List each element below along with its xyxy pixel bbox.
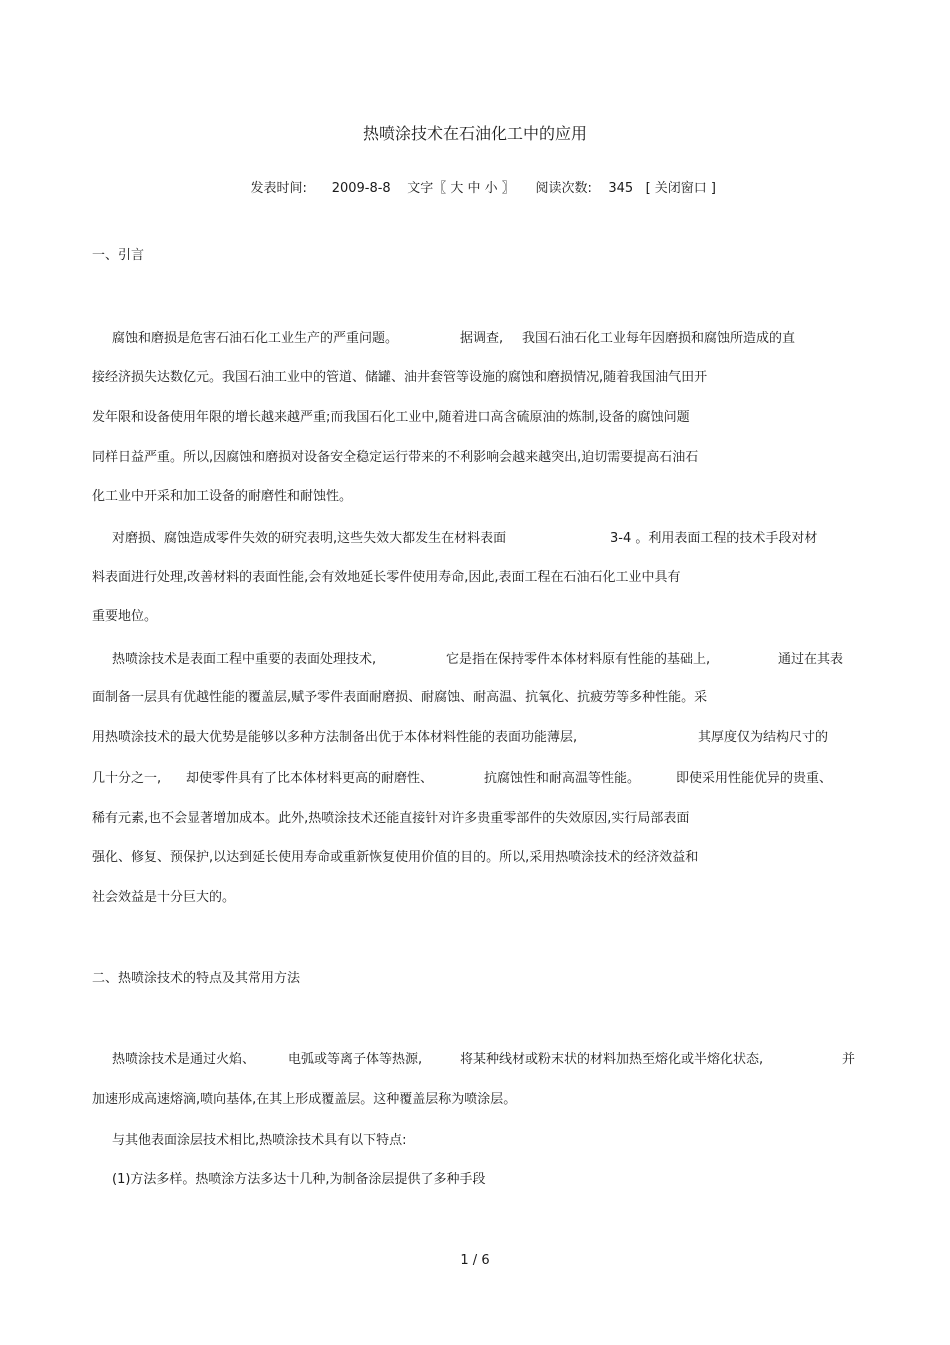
page-number: 1 / 6 — [460, 1253, 490, 1268]
published-date: 2009-8-8 — [331, 181, 391, 196]
published-label: 发表时间: — [250, 181, 307, 196]
paragraph-line: 社会效益是十分巨大的。 — [92, 890, 236, 905]
paragraph-line: 与其他表面涂层技术相比,热喷涂技术具有以下特点: — [112, 1133, 407, 1148]
paragraph-line: 同样日益严重。所以,因腐蚀和磨损对设备安全稳定运行带来的不利影响会越来越突出,迫切需要提高石油石 — [92, 450, 699, 465]
reads-count: 345 — [608, 181, 634, 196]
close-window-link[interactable]: [ 关闭窗口 ] — [645, 181, 717, 196]
list-item: (1)方法多样。热喷涂方法多达十几种,为制备涂层提供了多种手段 — [112, 1172, 486, 1187]
paragraph-line: 料表面进行处理,改善材料的表面性能,会有效地延长零件使用寿命,因此,表面工程在石油石化工业中具有 — [92, 570, 681, 585]
paragraph-line: 化工业中开采和加工设备的耐磨性和耐蚀性。 — [92, 489, 353, 504]
font-size-selector[interactable]: 文字〖 大 中 小 〗 — [407, 181, 515, 196]
paragraph-line: 面制备一层具有优越性能的覆盖层,赋予零件表面耐磨损、耐腐蚀、耐高温、抗氧化、抗疲劳等多种性能。采 — [92, 690, 708, 705]
page-title: 热喷涂技术在石油化工中的应用 — [362, 124, 587, 143]
paragraph-line: 稀有元素,也不会显著增加成本。此外,热喷涂技术还能直接针对许多贵重零部件的失效原因,实行局部表面 — [92, 811, 690, 826]
paragraph-line: 接经济损失达数亿元。我国石油工业中的管道、储罐、油井套管等设施的腐蚀和磨损情况,随着我国油气田开 — [92, 370, 708, 385]
paragraph-line: 强化、修复、预保护,以达到延长使用寿命或重新恢复使用价值的目的。所以,采用热喷涂技术的经济效益和 — [92, 850, 699, 865]
paragraph-line: 发年限和设备使用年限的增长越来越严重;而我国石化工业中,随着进口高含硫原油的炼制,设备的腐蚀问题 — [92, 410, 690, 425]
paragraph-line: 加速形成高速熔滴,喷向基体,在其上形成覆盖层。这种覆盖层称为喷涂层。 — [92, 1092, 517, 1107]
section-heading-features: 二、热喷涂技术的特点及其常用方法 — [92, 971, 301, 986]
article-meta — [0, 159, 950, 219]
reads-label: 阅读次数: — [535, 181, 592, 196]
document-page: 热喷涂技术在石油化工中的应用 发表时间: 2009-8-8 文字〖 大 中 小 〗 阅读次数: 345 [ 关闭窗口 ] 一、引言 腐蚀和磨损是危害石油石化工业生产的严重问题。 据调查, 我国石油石化工业每年因磨损和腐蚀所造成的直 接经济损失达数亿元。我国石油工业中的管道、储罐、油井套管等设施的腐蚀和磨损情况,随着我国油气田开 发年限和设备使用年限的增长越来越严重;而我国石化工业中,随着进口高含硫原油的炼制,设备的腐蚀问题 同样日益严重。所以,因腐蚀和磨损对设备安全稳定运行带来的不利影响会越来越突出,迫切需要提高石油石 化工业中开采和加工设备的耐磨性和耐蚀性。 对磨损、腐蚀造成零件失效的研究表明,这些失效大都发生在材料表面 3-4 。利用表面工程的技术手段对材 料表面进行处理,改善材料的表面性能,会有效地延长零件使用寿命,因此,表面工程在石油石化工业中具有 重要地位。 热喷涂技术是表面工程中重要的表面处理技术, 它是指在保持零件本体材料原有性能的基础上, 通过在其表 面制备一层具有优越性能的覆盖层,赋予零件表面耐磨损、耐腐蚀、耐高温、抗氧化、抗疲劳等多种性能。采 用热喷涂技术的最大优势是能够以多种方法制备出优于本体材料性能的表面功能薄层, 其厚度仅为结构尺寸的 几十分之一, 却使零件具有了比本体材料更高的耐磨性、 抗腐蚀性和耐高温等性能。 即使采用性能优异的贵重、 稀有元素,也不会显著增加成本。此外,热喷涂技术还能直接针对许多贵重零部件的失效原因,实行局部表面 强化、修复、预保护,以达到延长使用寿命或重新恢复使用价值的目的。所以,采用热喷涂技术的经济效益和 社会效益是十分巨大的。 二、热喷涂技术的特点及其常用方法 热喷涂技术是通过火焰、 电弧或等离子体等热源, 将某种线材或粉末状的材料加热至熔化或半熔化状态, 并 加速形成高速熔滴,喷向基体,在其上形成覆盖层。这种覆盖层称为喷涂层。 与其他表面涂层技术相比,热喷涂技术具有以下特点: (1)方法多样。热喷涂方法多达十几种,为制备涂层提供了多种手段 1 / 6 — [0, 0, 950, 1345]
section-heading-intro: 一、引言 — [92, 248, 145, 263]
paragraph-line: 重要地位。 — [92, 609, 158, 624]
